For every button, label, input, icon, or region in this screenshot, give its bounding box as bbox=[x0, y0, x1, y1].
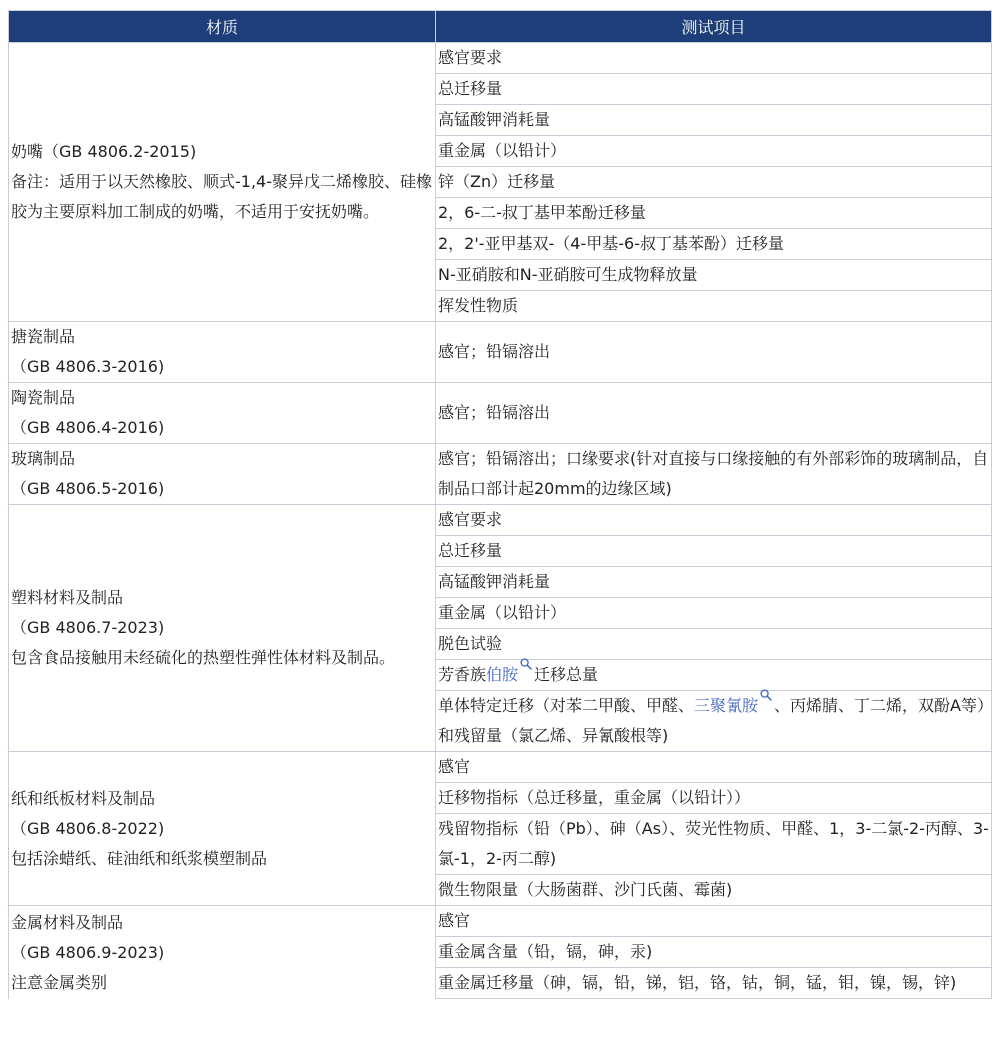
text-fragment: 、丙烯腈、丁二烯，双酚A等）和残留量（氯乙烯、异氰酸根等) bbox=[438, 696, 985, 745]
material-standard: （GB 4806.9-2023) bbox=[11, 942, 165, 962]
test-item: 2，6-二-叔丁基甲苯酚迁移量 bbox=[435, 197, 992, 228]
material-standard: （GB 4806.4-2016) bbox=[11, 418, 165, 437]
text-fragment: 芳香族 bbox=[438, 665, 487, 684]
table-row bbox=[8, 905, 992, 936]
test-item: 2，2'-亚甲基双-（4-甲基-6-叔丁基苯酚）迁移量 bbox=[435, 228, 992, 259]
material-note: 包含食品接触用未经硫化的热塑性弹性体材料及制品。 bbox=[11, 648, 396, 667]
material-title: 奶嘴（GB 4806.2-2015) bbox=[11, 142, 197, 161]
table-row bbox=[8, 443, 992, 504]
table-header-row bbox=[8, 10, 992, 42]
material-title: 玻璃制品 bbox=[11, 449, 76, 468]
test-item: 高锰酸钾消耗量 bbox=[435, 566, 992, 597]
test-item-monomer-migration bbox=[435, 690, 992, 751]
test-item: 残留物指标（铅（Pb）、砷（As）、荧光性物质、甲醛、1，3-二氯-2-丙醇、3-氯-1，2-丙二醇) bbox=[435, 813, 992, 874]
test-item: 挥发性物质 bbox=[435, 290, 992, 321]
test-item: 感官 bbox=[435, 751, 992, 782]
test-items-table bbox=[8, 10, 992, 999]
test-item: 感官；铅镉溶出 bbox=[435, 321, 992, 382]
test-item: 感官；铅镉溶出 bbox=[435, 382, 992, 443]
header-tests: 测试项目 bbox=[435, 10, 992, 42]
test-item: 感官 bbox=[435, 905, 992, 936]
keyword-link-melamine[interactable]: 三聚氰胺 bbox=[694, 696, 759, 715]
material-title: 金属材料及制品 bbox=[11, 912, 124, 932]
material-title: 纸和纸板材料及制品 bbox=[11, 788, 156, 808]
table-row bbox=[8, 382, 992, 443]
material-standard: （GB 4806.3-2016) bbox=[11, 357, 165, 376]
material-standard: （GB 4806.7-2023) bbox=[11, 618, 165, 637]
material-title: 搪瓷制品 bbox=[11, 327, 76, 346]
test-item: 感官；铅镉溶出；口缘要求(针对直接与口缘接触的有外部彩饰的玻璃制品，自制品口部计起20mm的边缘区域) bbox=[435, 443, 992, 504]
material-standard: （GB 4806.5-2016) bbox=[11, 479, 165, 498]
material-note: 备注：适用于以天然橡胶、顺式-1,4-聚异戊二烯橡胶、硅橡胶为主要原料加工制成的奶嘴，不适用于安抚奶嘴。 bbox=[11, 172, 432, 221]
test-items-table-container bbox=[8, 10, 992, 999]
test-item: 微生物限量（大肠菌群、沙门氏菌、霉菌) bbox=[435, 874, 992, 905]
test-item: 锌（Zn）迁移量 bbox=[435, 166, 992, 197]
table-row bbox=[8, 321, 992, 382]
table-row bbox=[8, 504, 992, 535]
test-item: 重金属迁移量（砷，镉，铅，锑，铝，铬，钴，铜，锰，钼，镍，锡，锌) bbox=[435, 967, 992, 999]
test-item: N-亚硝胺和N-亚硝胺可生成物释放量 bbox=[435, 259, 992, 290]
test-item: 迁移物指标（总迁移量，重金属（以铅计）） bbox=[435, 782, 992, 813]
material-cell-ceramic bbox=[8, 382, 435, 443]
test-item: 感官要求 bbox=[435, 504, 992, 535]
test-item: 总迁移量 bbox=[435, 535, 992, 566]
material-cell-nipple bbox=[8, 42, 435, 321]
test-item: 重金属含量（铅，镉，砷，汞) bbox=[435, 936, 992, 967]
material-standard: （GB 4806.8-2022) bbox=[11, 818, 165, 838]
material-note: 包括涂蜡纸、硅油纸和纸浆模塑制品 bbox=[11, 848, 268, 868]
magnifier-icon[interactable] bbox=[520, 660, 532, 674]
test-item: 总迁移量 bbox=[435, 73, 992, 104]
test-item: 重金属（以铅计） bbox=[435, 135, 992, 166]
test-item: 重金属（以铅计） bbox=[435, 597, 992, 628]
test-item: 脱色试验 bbox=[435, 628, 992, 659]
material-cell-metal bbox=[8, 905, 435, 999]
material-cell-enamel bbox=[8, 321, 435, 382]
material-title: 塑料材料及制品 bbox=[11, 588, 124, 607]
material-cell-plastic bbox=[8, 504, 435, 751]
material-cell-paper bbox=[8, 751, 435, 905]
magnifier-icon[interactable] bbox=[760, 691, 772, 705]
text-fragment: 单体特定迁移（对苯二甲酸、甲醛、 bbox=[438, 696, 695, 715]
keyword-link-primary-amine[interactable]: 伯胺 bbox=[486, 665, 519, 684]
material-note: 注意金属类别 bbox=[11, 972, 108, 992]
material-cell-glass bbox=[8, 443, 435, 504]
table-row bbox=[8, 751, 992, 782]
text-fragment: 迁移总量 bbox=[534, 665, 599, 684]
material-title: 陶瓷制品 bbox=[11, 388, 76, 407]
header-material: 材质 bbox=[8, 10, 435, 42]
table-row bbox=[8, 42, 992, 73]
test-item-aromatic-amine bbox=[435, 659, 992, 690]
test-item: 感官要求 bbox=[435, 42, 992, 73]
test-item: 高锰酸钾消耗量 bbox=[435, 104, 992, 135]
